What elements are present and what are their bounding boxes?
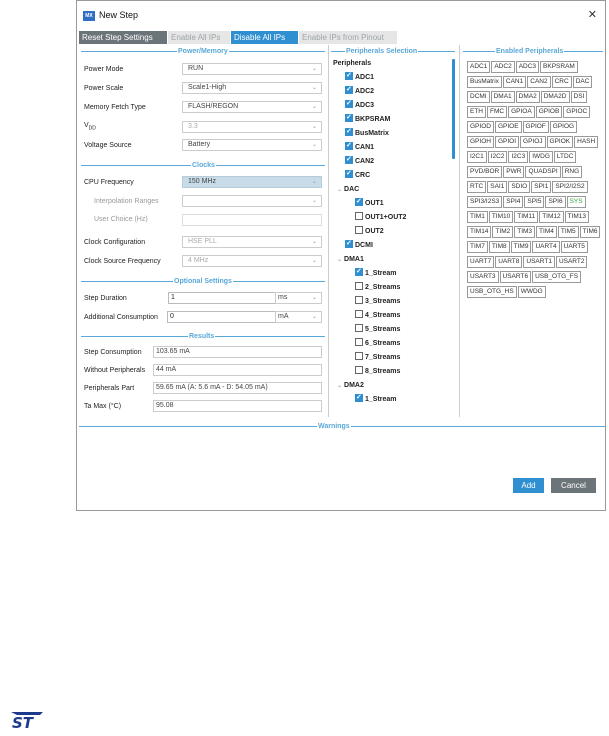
tree-item-label: OUT1+OUT2	[365, 214, 407, 221]
additional-consumption-input[interactable]: 0	[167, 311, 276, 323]
tree-item-label: OUT1	[365, 200, 384, 207]
tree-item[interactable]	[355, 394, 397, 406]
chevron-down-icon: ⌄	[311, 142, 317, 148]
clock-configuration-select[interactable]	[182, 236, 322, 248]
section-title: Optional Settings	[174, 278, 232, 285]
peripheral-chip[interactable]: USART1	[523, 256, 555, 268]
peripheral-chip[interactable]: CRC	[552, 76, 572, 88]
tree-item-label: OUT2	[365, 228, 384, 235]
tree-item[interactable]	[345, 114, 390, 126]
peripheral-chip[interactable]: TIM2	[492, 226, 513, 238]
chevron-down-icon: ⌄	[311, 198, 317, 204]
dialog-titlebar	[77, 1, 605, 31]
power-scale-select[interactable]	[182, 82, 322, 94]
step-consumption-label: Step Consumption	[84, 349, 142, 356]
tree-item-label: CRC	[355, 172, 371, 179]
tree-item[interactable]	[345, 72, 374, 84]
vdd-sub: DD	[88, 125, 96, 132]
cpu-frequency-value: 150 MHz	[188, 178, 217, 185]
checkbox[interactable]	[355, 212, 363, 220]
checkbox[interactable]	[355, 352, 363, 360]
peripherals-tree	[333, 72, 451, 430]
memory-fetch-value: FLASH/REGON	[188, 103, 239, 110]
ta-max-label: Ta Max (°C)	[84, 403, 122, 410]
peripheral-chip[interactable]: HASH	[574, 136, 598, 148]
tree-item-label: DAC	[344, 186, 360, 193]
checkbox[interactable]	[345, 170, 353, 178]
peripheral-chip[interactable]: GPIOE	[495, 121, 522, 133]
tree-item[interactable]	[355, 366, 400, 378]
checkbox[interactable]	[355, 226, 363, 234]
tree-item-label: 4_Streams	[365, 312, 401, 319]
power-memory-section	[81, 48, 325, 55]
chevron-down-icon[interactable]: ⌄	[337, 383, 343, 389]
peripheral-chip[interactable]: SPI5	[524, 196, 544, 208]
peripheral-chip[interactable]: ADC3	[516, 61, 539, 73]
peripheral-chip[interactable]: BKPSRAM	[540, 61, 578, 73]
peripheral-chip[interactable]: DAC	[573, 76, 593, 88]
step-duration-unit: ms	[278, 294, 288, 301]
peripherals-part-value: 59.65 mA (A: 5.6 mA - D: 54.05 mA)	[153, 382, 322, 394]
tree-item[interactable]	[355, 198, 384, 210]
peripheral-chip[interactable]: DMA1	[491, 91, 515, 103]
tree-item[interactable]	[345, 240, 373, 252]
checkbox[interactable]	[345, 128, 353, 136]
tree-item-label: 3_Streams	[365, 298, 401, 305]
chevron-down-icon: ⌄	[311, 314, 317, 320]
checkbox[interactable]	[355, 268, 363, 276]
reset-step-settings-button[interactable]: Reset Step Settings	[79, 31, 167, 44]
warnings-section	[79, 423, 605, 430]
peripheral-chip[interactable]: ADC1	[467, 61, 490, 73]
clocks-section	[81, 162, 325, 169]
peripheral-chip[interactable]: USART3	[467, 271, 499, 283]
step-duration-unit-select[interactable]	[275, 292, 322, 304]
checkbox[interactable]	[355, 198, 363, 206]
tree-item-label: 8_Streams	[365, 368, 401, 375]
peripheral-chip[interactable]: TIM13	[565, 211, 589, 223]
peripheral-chip[interactable]: GPIOF	[523, 121, 549, 133]
chevron-down-icon: ⌄	[311, 239, 317, 245]
new-step-dialog	[76, 0, 606, 511]
cpu-frequency-select[interactable]	[182, 176, 322, 188]
peripheral-chip[interactable]: PWR	[503, 166, 524, 178]
tree-item-label: ADC2	[355, 88, 375, 95]
peripheral-chip[interactable]: CAN1	[503, 76, 526, 88]
enable-ips-from-pinout-button[interactable]: Enable IPs from Pinout	[299, 31, 397, 44]
tree-item-label: 5_Streams	[365, 326, 401, 333]
peripheral-chip[interactable]: TIM6	[580, 226, 601, 238]
power-mode-value: RUN	[188, 65, 204, 72]
peripheral-chip[interactable]: I2C3	[508, 151, 528, 163]
tree-item[interactable]	[355, 282, 400, 294]
tree-item[interactable]	[345, 142, 374, 154]
peripheral-chip[interactable]: GPIOK	[547, 136, 574, 148]
tree-item[interactable]	[337, 184, 359, 196]
peripheral-chip[interactable]: SPI4	[503, 196, 523, 208]
peripheral-chip[interactable]: DMA2D	[541, 91, 570, 103]
vdd-v: V	[84, 122, 89, 129]
tree-item-label: DMA1	[344, 256, 364, 263]
peripheral-chip[interactable]: QUADSPI	[525, 166, 560, 178]
tree-item[interactable]	[355, 310, 400, 322]
tree-item[interactable]	[355, 226, 384, 238]
peripheral-chip[interactable]: RTC	[467, 181, 486, 193]
memory-fetch-select[interactable]	[182, 101, 322, 113]
user-choice-label: User Choice (Hz)	[94, 216, 148, 223]
tree-item-label: 2_Streams	[365, 284, 401, 291]
add-button[interactable]: Add	[513, 478, 544, 493]
peripheral-chip[interactable]: IWDG	[529, 151, 553, 163]
dialog-title: New Step	[99, 10, 139, 20]
peripheral-chip[interactable]: TIM7	[467, 241, 488, 253]
power-mode-select[interactable]	[182, 63, 322, 75]
peripherals-part-label: Peripherals Part	[84, 385, 135, 392]
peripheral-chip[interactable]: TIM12	[539, 211, 563, 223]
tree-item[interactable]	[345, 100, 374, 112]
peripheral-chip[interactable]: DCMI	[467, 91, 490, 103]
tree-item-label: BKPSRAM	[355, 116, 391, 123]
without-peripherals-label: Without Peripherals	[84, 367, 146, 374]
st-logo-text: ST	[12, 714, 34, 730]
tree-item[interactable]	[345, 86, 374, 98]
peripheral-chip[interactable]: UART7	[467, 256, 494, 268]
peripheral-chip[interactable]: TIM8	[489, 241, 510, 253]
results-section	[81, 333, 325, 340]
tree-item-label: 7_Streams	[365, 354, 401, 361]
tree-item-label: CAN2	[355, 158, 375, 165]
peripheral-chip[interactable]: I2C1	[467, 151, 487, 163]
tree-item[interactable]	[345, 128, 389, 140]
clock-source-frequency-label: Clock Source Frequency	[84, 258, 161, 265]
peripheral-chip[interactable]: I2C2	[488, 151, 508, 163]
step-duration-label: Step Duration	[84, 295, 127, 302]
tree-item-label: ADC1	[355, 74, 375, 81]
clock-source-frequency-value: 4 MHz	[188, 257, 209, 264]
peripheral-chip[interactable]: GPIOA	[508, 106, 535, 118]
peripheral-chip[interactable]: PVD/BOR	[467, 166, 502, 178]
memory-fetch-label: Memory Fetch Type	[84, 104, 146, 111]
peripheral-chip[interactable]: GPIOB	[536, 106, 563, 118]
tree-item[interactable]	[355, 324, 400, 336]
peripheral-chip[interactable]: WWDG	[518, 286, 546, 298]
section-title: Warnings	[318, 423, 350, 430]
additional-consumption-unit: mA	[278, 313, 289, 320]
tree-item-label: 1_Stream	[365, 270, 397, 277]
checkbox[interactable]	[345, 240, 353, 248]
peripheral-chip[interactable]: GPIOD	[467, 121, 494, 133]
chevron-down-icon: ⌄	[311, 124, 317, 130]
column-divider	[328, 45, 329, 417]
peripherals-root-label: Peripherals	[333, 60, 372, 67]
tree-item-label: DCMI	[355, 242, 373, 249]
voltage-source-label: Voltage Source	[84, 142, 132, 149]
checkbox[interactable]	[355, 310, 363, 318]
peripheral-chip[interactable]: USB_OTG_FS	[532, 271, 581, 283]
peripheral-chip[interactable]: SDIO	[508, 181, 530, 193]
tree-item[interactable]	[355, 296, 400, 308]
tree-item-label: CAN1	[355, 144, 375, 151]
peripheral-chip[interactable]: TIM3	[514, 226, 535, 238]
tree-item[interactable]	[337, 254, 364, 266]
peripheral-chip[interactable]: SPI1	[531, 181, 551, 193]
tree-item-label: 1_Stream	[365, 396, 397, 403]
peripheral-chip[interactable]: CAN2	[527, 76, 550, 88]
tree-item[interactable]	[355, 268, 397, 280]
peripheral-chip[interactable]: ETH	[467, 106, 486, 118]
close-icon[interactable]: ✕	[587, 9, 597, 21]
checkbox[interactable]	[345, 142, 353, 150]
step-consumption-value: 103.65 mA	[153, 346, 322, 358]
peripheral-chip[interactable]: UART5	[561, 241, 588, 253]
tree-item-label: 6_Streams	[365, 340, 401, 347]
chevron-down-icon: ⌄	[311, 295, 317, 301]
enabled-peripherals-header	[463, 48, 603, 55]
peripheral-chip[interactable]: RNG	[562, 166, 582, 178]
checkbox[interactable]	[345, 156, 353, 164]
tree-item[interactable]	[355, 212, 406, 224]
voltage-source-value: Battery	[188, 141, 211, 148]
user-choice-input	[182, 214, 322, 226]
peripheral-chip[interactable]: GPIOJ	[520, 136, 546, 148]
chevron-down-icon[interactable]: ⌄	[337, 187, 343, 193]
peripheral-chip[interactable]: TIM11	[514, 211, 538, 223]
checkbox[interactable]	[355, 366, 363, 374]
tree-item[interactable]	[345, 156, 374, 168]
vdd-select	[182, 121, 322, 133]
additional-consumption-label: Additional Consumption	[84, 314, 158, 321]
peripheral-chip[interactable]: GPIOI	[495, 136, 519, 148]
peripheral-chip[interactable]: GPIOG	[550, 121, 577, 133]
peripheral-chip[interactable]: LTDC	[554, 151, 577, 163]
peripheral-chip[interactable]: TIM14	[467, 226, 491, 238]
checkbox[interactable]	[345, 114, 353, 122]
peripheral-chip[interactable]: DSI	[571, 91, 588, 103]
checkbox[interactable]	[345, 72, 353, 80]
chevron-down-icon: ⌄	[311, 85, 317, 91]
peripheral-chip[interactable]: GPIOH	[467, 136, 494, 148]
interpolation-ranges-label: Interpolation Ranges	[94, 198, 159, 205]
peripheral-chip[interactable]: USB_OTG_HS	[467, 286, 517, 298]
clock-configuration-label: Clock Configuration	[84, 239, 146, 246]
chevron-down-icon: ⌄	[311, 104, 317, 110]
voltage-source-select[interactable]	[182, 139, 322, 151]
clock-source-frequency-select[interactable]	[182, 255, 322, 267]
checkbox[interactable]	[355, 338, 363, 346]
checkbox[interactable]	[345, 86, 353, 94]
peripheral-chip[interactable]: GPIOC	[563, 106, 590, 118]
cpu-frequency-label: CPU Frequency	[84, 179, 134, 186]
peripheral-chip[interactable]: ADC2	[491, 61, 514, 73]
peripheral-chip[interactable]: SAI1	[487, 181, 507, 193]
optional-settings-section	[81, 278, 325, 285]
peripheral-chip[interactable]: BusMatrix	[467, 76, 502, 88]
tree-item-label: DMA2	[344, 382, 364, 389]
checkbox[interactable]	[355, 394, 363, 402]
checkbox[interactable]	[345, 100, 353, 108]
vdd-label	[84, 122, 96, 131]
peripheral-chip[interactable]: TIM4	[536, 226, 557, 238]
tree-item-label: ADC3	[355, 102, 375, 109]
section-title: Peripherals Selection	[346, 48, 418, 55]
peripherals-selection-header	[331, 48, 455, 55]
tree-item-label: BusMatrix	[355, 130, 389, 137]
tree-item[interactable]	[337, 380, 364, 392]
checkbox[interactable]	[355, 282, 363, 290]
peripheral-chip[interactable]: USART6	[500, 271, 532, 283]
peripheral-chip[interactable]: TIM1	[467, 211, 488, 223]
additional-consumption-unit-select[interactable]	[275, 311, 322, 323]
peripheral-chip[interactable]: FMC	[487, 106, 507, 118]
peripheral-chip[interactable]: SYS	[567, 196, 586, 208]
tree-scrollbar[interactable]	[452, 59, 455, 159]
step-duration-input[interactable]: 1	[168, 292, 276, 304]
peripheral-chip[interactable]: TIM10	[489, 211, 513, 223]
power-scale-value: Scale1-High	[188, 84, 227, 91]
section-title: Clocks	[192, 162, 215, 169]
tree-item[interactable]	[355, 338, 400, 350]
power-scale-label: Power Scale	[84, 85, 124, 92]
peripheral-chip[interactable]: SPI2/I2S2	[552, 181, 587, 193]
checkbox[interactable]	[355, 296, 363, 304]
chevron-down-icon: ⌄	[311, 179, 317, 185]
without-peripherals-value: 44 mA	[153, 364, 322, 376]
interpolation-ranges-select	[182, 195, 322, 207]
st-logo-icon	[7, 712, 43, 730]
enabled-peripherals-list	[467, 61, 603, 301]
toolbar	[79, 31, 397, 44]
clock-configuration-value: HSE PLL	[188, 238, 217, 245]
tree-item[interactable]	[355, 352, 400, 364]
cancel-button[interactable]: Cancel	[551, 478, 596, 493]
power-mode-label: Power Mode	[84, 66, 124, 73]
section-title: Enabled Peripherals	[496, 48, 564, 55]
peripheral-chip[interactable]: SPI3/I2S3	[467, 196, 502, 208]
peripheral-chip[interactable]: DMA2	[516, 91, 540, 103]
section-title: Power/Memory	[178, 48, 228, 55]
peripheral-chip[interactable]: USART2	[556, 256, 588, 268]
enable-all-ips-button[interactable]: Enable All IPs	[168, 31, 230, 44]
peripheral-chip[interactable]: SPI6	[545, 196, 565, 208]
peripheral-chip[interactable]: TIM5	[558, 226, 579, 238]
vdd-value: 3.3	[188, 123, 198, 130]
ta-max-value: 95.08	[153, 400, 322, 412]
peripheral-chip[interactable]: TIM9	[511, 241, 532, 253]
chevron-down-icon[interactable]: ⌄	[337, 257, 343, 263]
section-title: Results	[189, 333, 215, 340]
disable-all-ips-button[interactable]: Disable All IPs	[231, 31, 298, 44]
peripheral-chip[interactable]: UART4	[532, 241, 559, 253]
chevron-down-icon: ⌄	[311, 66, 317, 72]
tree-item[interactable]	[345, 170, 370, 182]
checkbox[interactable]	[355, 324, 363, 332]
column-divider	[459, 45, 460, 417]
peripheral-chip[interactable]: UART8	[495, 256, 522, 268]
app-badge-icon: MX	[83, 11, 95, 21]
chevron-down-icon: ⌄	[311, 258, 317, 264]
